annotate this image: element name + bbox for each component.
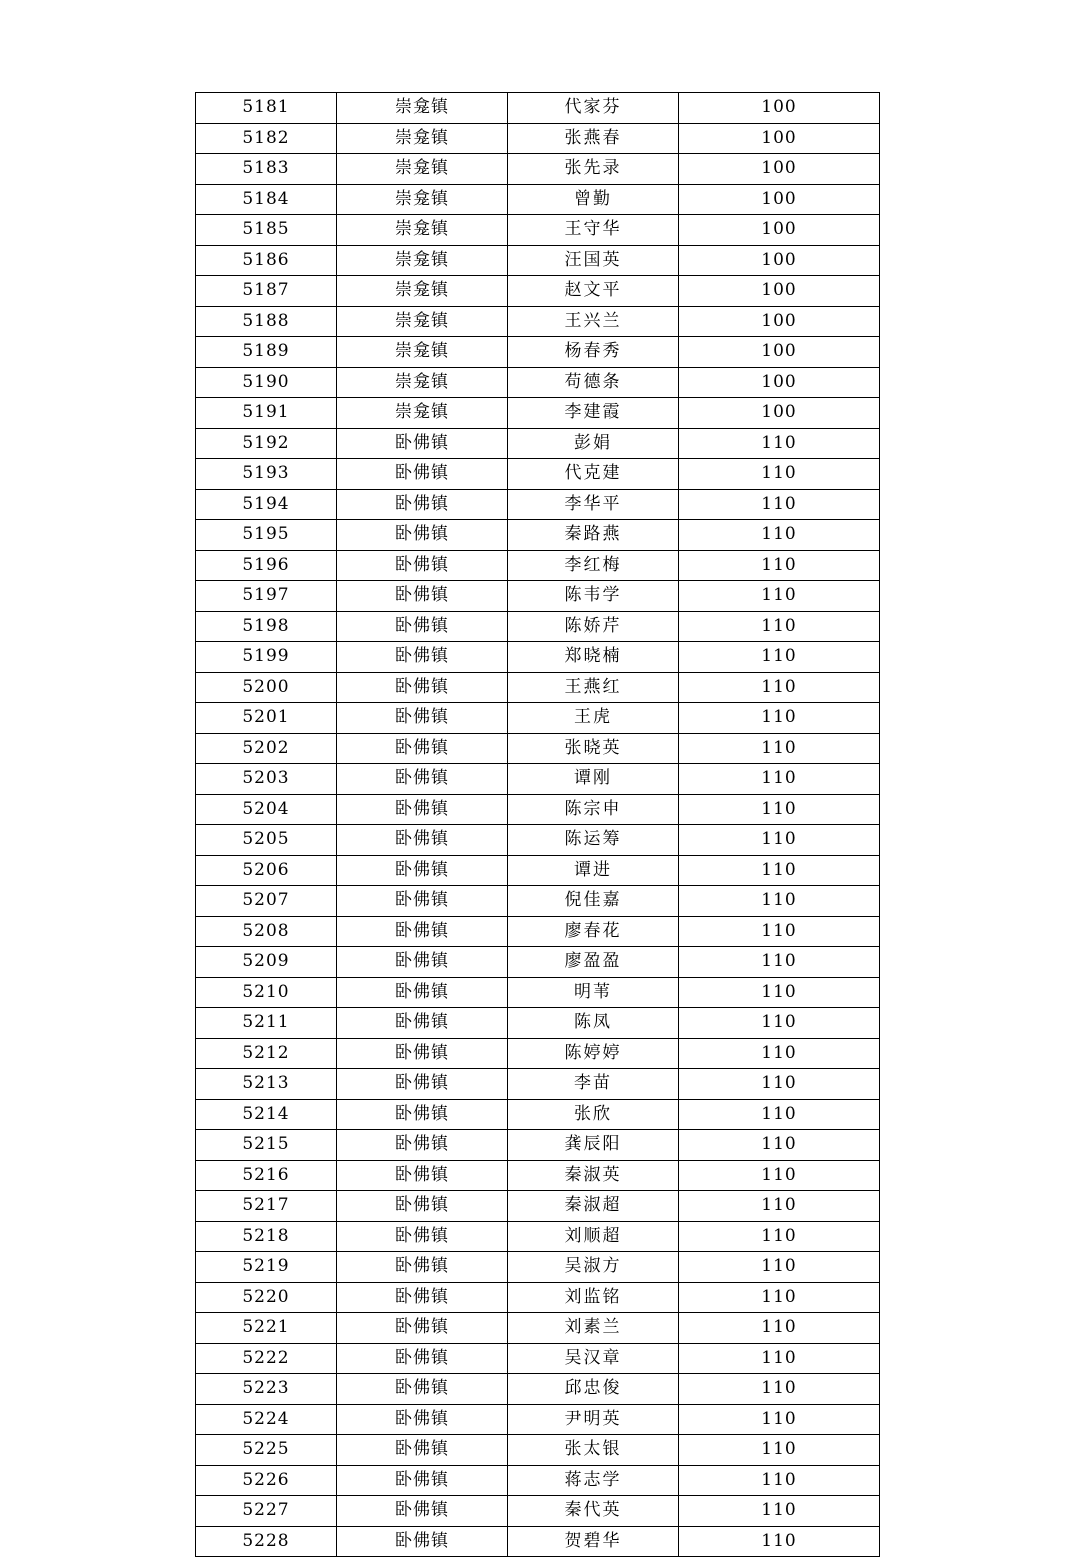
table-row bbox=[196, 459, 880, 490]
cell-town: 卧佛镇 bbox=[337, 1374, 508, 1405]
cell-name: 李建霞 bbox=[508, 398, 679, 429]
cell-name: 杨春秀 bbox=[508, 337, 679, 368]
cell-name: 陈凤 bbox=[508, 1008, 679, 1039]
cell-amount: 110 bbox=[679, 886, 880, 917]
cell-id: 5209 bbox=[196, 947, 337, 978]
cell-name: 刘监铭 bbox=[508, 1282, 679, 1313]
cell-town: 卧佛镇 bbox=[337, 1069, 508, 1100]
table-row bbox=[196, 93, 880, 124]
cell-name: 陈娇芹 bbox=[508, 611, 679, 642]
cell-amount: 110 bbox=[679, 764, 880, 795]
cell-name: 张太银 bbox=[508, 1435, 679, 1466]
cell-town: 卧佛镇 bbox=[337, 611, 508, 642]
cell-id: 5224 bbox=[196, 1404, 337, 1435]
cell-amount: 110 bbox=[679, 1343, 880, 1374]
cell-town: 崇龛镇 bbox=[337, 337, 508, 368]
table-row bbox=[196, 642, 880, 673]
cell-amount: 110 bbox=[679, 1069, 880, 1100]
cell-amount: 110 bbox=[679, 489, 880, 520]
cell-id: 5228 bbox=[196, 1526, 337, 1557]
cell-name: 陈宗申 bbox=[508, 794, 679, 825]
cell-amount: 110 bbox=[679, 1526, 880, 1557]
cell-town: 崇龛镇 bbox=[337, 276, 508, 307]
cell-town: 卧佛镇 bbox=[337, 459, 508, 490]
cell-name: 王守华 bbox=[508, 215, 679, 246]
cell-name: 赵文平 bbox=[508, 276, 679, 307]
cell-amount: 110 bbox=[679, 642, 880, 673]
table-row bbox=[196, 1282, 880, 1313]
cell-name: 谭刚 bbox=[508, 764, 679, 795]
cell-id: 5217 bbox=[196, 1191, 337, 1222]
cell-amount: 110 bbox=[679, 794, 880, 825]
cell-town: 卧佛镇 bbox=[337, 733, 508, 764]
cell-id: 5191 bbox=[196, 398, 337, 429]
cell-id: 5225 bbox=[196, 1435, 337, 1466]
table-row bbox=[196, 215, 880, 246]
cell-amount: 110 bbox=[679, 1160, 880, 1191]
cell-amount: 110 bbox=[679, 977, 880, 1008]
cell-town: 卧佛镇 bbox=[337, 1191, 508, 1222]
cell-town: 卧佛镇 bbox=[337, 1099, 508, 1130]
cell-town: 卧佛镇 bbox=[337, 1221, 508, 1252]
cell-town: 卧佛镇 bbox=[337, 581, 508, 612]
cell-amount: 110 bbox=[679, 825, 880, 856]
cell-id: 5184 bbox=[196, 184, 337, 215]
cell-id: 5193 bbox=[196, 459, 337, 490]
roster-table bbox=[195, 92, 880, 1557]
table-row bbox=[196, 154, 880, 185]
cell-id: 5222 bbox=[196, 1343, 337, 1374]
cell-town: 崇龛镇 bbox=[337, 215, 508, 246]
table-row bbox=[196, 1404, 880, 1435]
cell-name: 尹明英 bbox=[508, 1404, 679, 1435]
cell-name: 代克建 bbox=[508, 459, 679, 490]
cell-name: 刘素兰 bbox=[508, 1313, 679, 1344]
cell-id: 5200 bbox=[196, 672, 337, 703]
table-row bbox=[196, 1130, 880, 1161]
table-row bbox=[196, 428, 880, 459]
cell-id: 5197 bbox=[196, 581, 337, 612]
cell-town: 崇龛镇 bbox=[337, 154, 508, 185]
cell-name: 秦路燕 bbox=[508, 520, 679, 551]
cell-town: 卧佛镇 bbox=[337, 1526, 508, 1557]
cell-amount: 100 bbox=[679, 245, 880, 276]
roster-table-body bbox=[196, 93, 880, 1557]
cell-town: 卧佛镇 bbox=[337, 947, 508, 978]
cell-name: 秦淑英 bbox=[508, 1160, 679, 1191]
cell-name: 倪佳嘉 bbox=[508, 886, 679, 917]
cell-town: 崇龛镇 bbox=[337, 123, 508, 154]
table-row bbox=[196, 703, 880, 734]
cell-name: 彭娟 bbox=[508, 428, 679, 459]
cell-town: 卧佛镇 bbox=[337, 1435, 508, 1466]
cell-name: 秦淑超 bbox=[508, 1191, 679, 1222]
cell-name: 苟德条 bbox=[508, 367, 679, 398]
table-row bbox=[196, 947, 880, 978]
cell-amount: 110 bbox=[679, 916, 880, 947]
cell-id: 5183 bbox=[196, 154, 337, 185]
cell-town: 卧佛镇 bbox=[337, 916, 508, 947]
table-row bbox=[196, 245, 880, 276]
cell-id: 5208 bbox=[196, 916, 337, 947]
cell-id: 5221 bbox=[196, 1313, 337, 1344]
cell-name: 龚辰阳 bbox=[508, 1130, 679, 1161]
cell-town: 卧佛镇 bbox=[337, 977, 508, 1008]
cell-id: 5219 bbox=[196, 1252, 337, 1283]
table-row bbox=[196, 1069, 880, 1100]
cell-name: 代家芬 bbox=[508, 93, 679, 124]
table-row bbox=[196, 1313, 880, 1344]
cell-amount: 110 bbox=[679, 1191, 880, 1222]
cell-town: 卧佛镇 bbox=[337, 764, 508, 795]
cell-id: 5201 bbox=[196, 703, 337, 734]
cell-amount: 100 bbox=[679, 215, 880, 246]
cell-amount: 100 bbox=[679, 276, 880, 307]
cell-name: 李苗 bbox=[508, 1069, 679, 1100]
table-row bbox=[196, 886, 880, 917]
cell-town: 卧佛镇 bbox=[337, 1404, 508, 1435]
cell-amount: 110 bbox=[679, 855, 880, 886]
cell-id: 5187 bbox=[196, 276, 337, 307]
cell-town: 卧佛镇 bbox=[337, 428, 508, 459]
cell-town: 卧佛镇 bbox=[337, 550, 508, 581]
table-row bbox=[196, 489, 880, 520]
cell-id: 5198 bbox=[196, 611, 337, 642]
table-row bbox=[196, 1343, 880, 1374]
cell-name: 张欣 bbox=[508, 1099, 679, 1130]
cell-amount: 110 bbox=[679, 1038, 880, 1069]
cell-name: 李华平 bbox=[508, 489, 679, 520]
cell-name: 王燕红 bbox=[508, 672, 679, 703]
table-row bbox=[196, 733, 880, 764]
cell-id: 5206 bbox=[196, 855, 337, 886]
cell-town: 卧佛镇 bbox=[337, 1282, 508, 1313]
cell-amount: 110 bbox=[679, 1404, 880, 1435]
cell-id: 5207 bbox=[196, 886, 337, 917]
cell-town: 卧佛镇 bbox=[337, 1313, 508, 1344]
table-row bbox=[196, 1008, 880, 1039]
cell-id: 5196 bbox=[196, 550, 337, 581]
cell-id: 5216 bbox=[196, 1160, 337, 1191]
table-row bbox=[196, 520, 880, 551]
cell-amount: 100 bbox=[679, 154, 880, 185]
cell-name: 王兴兰 bbox=[508, 306, 679, 337]
cell-id: 5199 bbox=[196, 642, 337, 673]
cell-town: 崇龛镇 bbox=[337, 367, 508, 398]
table-row bbox=[196, 581, 880, 612]
cell-name: 邱忠俊 bbox=[508, 1374, 679, 1405]
cell-id: 5182 bbox=[196, 123, 337, 154]
cell-town: 卧佛镇 bbox=[337, 855, 508, 886]
table-row bbox=[196, 276, 880, 307]
cell-name: 郑晓楠 bbox=[508, 642, 679, 673]
cell-id: 5202 bbox=[196, 733, 337, 764]
cell-amount: 110 bbox=[679, 703, 880, 734]
cell-amount: 100 bbox=[679, 306, 880, 337]
table-row bbox=[196, 855, 880, 886]
cell-town: 卧佛镇 bbox=[337, 1343, 508, 1374]
cell-amount: 110 bbox=[679, 550, 880, 581]
table-row bbox=[196, 1191, 880, 1222]
table-row bbox=[196, 1526, 880, 1557]
cell-town: 卧佛镇 bbox=[337, 672, 508, 703]
table-row bbox=[196, 1160, 880, 1191]
cell-amount: 100 bbox=[679, 337, 880, 368]
table-row bbox=[196, 1496, 880, 1527]
cell-name: 王虎 bbox=[508, 703, 679, 734]
cell-amount: 110 bbox=[679, 459, 880, 490]
cell-amount: 110 bbox=[679, 1282, 880, 1313]
cell-town: 崇龛镇 bbox=[337, 184, 508, 215]
cell-id: 5227 bbox=[196, 1496, 337, 1527]
cell-town: 卧佛镇 bbox=[337, 703, 508, 734]
cell-id: 5204 bbox=[196, 794, 337, 825]
cell-name: 陈韦学 bbox=[508, 581, 679, 612]
cell-name: 吴汉章 bbox=[508, 1343, 679, 1374]
table-row bbox=[196, 611, 880, 642]
cell-name: 蒋志学 bbox=[508, 1465, 679, 1496]
cell-name: 张晓英 bbox=[508, 733, 679, 764]
cell-town: 卧佛镇 bbox=[337, 1130, 508, 1161]
cell-id: 5195 bbox=[196, 520, 337, 551]
cell-amount: 110 bbox=[679, 428, 880, 459]
table-row bbox=[196, 367, 880, 398]
table-row bbox=[196, 184, 880, 215]
table-row bbox=[196, 1252, 880, 1283]
cell-name: 汪国英 bbox=[508, 245, 679, 276]
cell-town: 卧佛镇 bbox=[337, 489, 508, 520]
table-row bbox=[196, 672, 880, 703]
table-row bbox=[196, 1435, 880, 1466]
cell-town: 卧佛镇 bbox=[337, 1496, 508, 1527]
cell-name: 刘顺超 bbox=[508, 1221, 679, 1252]
cell-town: 卧佛镇 bbox=[337, 794, 508, 825]
cell-amount: 100 bbox=[679, 184, 880, 215]
cell-id: 5192 bbox=[196, 428, 337, 459]
cell-id: 5194 bbox=[196, 489, 337, 520]
cell-amount: 110 bbox=[679, 1313, 880, 1344]
cell-id: 5181 bbox=[196, 93, 337, 124]
cell-amount: 110 bbox=[679, 1130, 880, 1161]
cell-id: 5211 bbox=[196, 1008, 337, 1039]
cell-town: 卧佛镇 bbox=[337, 886, 508, 917]
cell-id: 5215 bbox=[196, 1130, 337, 1161]
cell-id: 5205 bbox=[196, 825, 337, 856]
cell-amount: 110 bbox=[679, 1374, 880, 1405]
table-row bbox=[196, 794, 880, 825]
cell-town: 崇龛镇 bbox=[337, 245, 508, 276]
cell-amount: 110 bbox=[679, 672, 880, 703]
cell-name: 廖春花 bbox=[508, 916, 679, 947]
cell-amount: 100 bbox=[679, 398, 880, 429]
cell-amount: 110 bbox=[679, 1465, 880, 1496]
cell-id: 5190 bbox=[196, 367, 337, 398]
cell-amount: 100 bbox=[679, 367, 880, 398]
cell-name: 吴淑方 bbox=[508, 1252, 679, 1283]
cell-id: 5189 bbox=[196, 337, 337, 368]
cell-id: 5212 bbox=[196, 1038, 337, 1069]
table-row bbox=[196, 550, 880, 581]
cell-id: 5223 bbox=[196, 1374, 337, 1405]
cell-town: 卧佛镇 bbox=[337, 825, 508, 856]
cell-id: 5186 bbox=[196, 245, 337, 276]
cell-town: 崇龛镇 bbox=[337, 398, 508, 429]
cell-town: 卧佛镇 bbox=[337, 642, 508, 673]
cell-amount: 110 bbox=[679, 611, 880, 642]
cell-id: 5210 bbox=[196, 977, 337, 1008]
table-row bbox=[196, 398, 880, 429]
cell-id: 5213 bbox=[196, 1069, 337, 1100]
cell-name: 秦代英 bbox=[508, 1496, 679, 1527]
cell-town: 卧佛镇 bbox=[337, 1038, 508, 1069]
cell-amount: 110 bbox=[679, 733, 880, 764]
cell-amount: 110 bbox=[679, 520, 880, 551]
cell-town: 崇龛镇 bbox=[337, 306, 508, 337]
cell-amount: 110 bbox=[679, 947, 880, 978]
cell-name: 贺碧华 bbox=[508, 1526, 679, 1557]
table-row bbox=[196, 1038, 880, 1069]
cell-amount: 110 bbox=[679, 1496, 880, 1527]
table-row bbox=[196, 123, 880, 154]
cell-name: 张先录 bbox=[508, 154, 679, 185]
cell-name: 明苇 bbox=[508, 977, 679, 1008]
cell-amount: 100 bbox=[679, 123, 880, 154]
table-row bbox=[196, 306, 880, 337]
table-row bbox=[196, 825, 880, 856]
cell-amount: 110 bbox=[679, 1099, 880, 1130]
cell-town: 卧佛镇 bbox=[337, 520, 508, 551]
cell-id: 5203 bbox=[196, 764, 337, 795]
cell-amount: 110 bbox=[679, 1435, 880, 1466]
table-row bbox=[196, 337, 880, 368]
cell-id: 5185 bbox=[196, 215, 337, 246]
cell-town: 卧佛镇 bbox=[337, 1252, 508, 1283]
cell-name: 张燕春 bbox=[508, 123, 679, 154]
table-row bbox=[196, 1099, 880, 1130]
cell-name: 曾勤 bbox=[508, 184, 679, 215]
cell-amount: 110 bbox=[679, 1221, 880, 1252]
cell-name: 陈婷婷 bbox=[508, 1038, 679, 1069]
table-row bbox=[196, 764, 880, 795]
cell-amount: 100 bbox=[679, 93, 880, 124]
table-row bbox=[196, 977, 880, 1008]
cell-town: 崇龛镇 bbox=[337, 93, 508, 124]
cell-town: 卧佛镇 bbox=[337, 1160, 508, 1191]
cell-name: 廖盈盈 bbox=[508, 947, 679, 978]
cell-amount: 110 bbox=[679, 1008, 880, 1039]
cell-id: 5226 bbox=[196, 1465, 337, 1496]
table-row bbox=[196, 1374, 880, 1405]
cell-id: 5214 bbox=[196, 1099, 337, 1130]
table-row bbox=[196, 1221, 880, 1252]
cell-amount: 110 bbox=[679, 1252, 880, 1283]
cell-name: 李红梅 bbox=[508, 550, 679, 581]
cell-name: 陈运筹 bbox=[508, 825, 679, 856]
cell-town: 卧佛镇 bbox=[337, 1008, 508, 1039]
cell-id: 5220 bbox=[196, 1282, 337, 1313]
cell-amount: 110 bbox=[679, 581, 880, 612]
cell-town: 卧佛镇 bbox=[337, 1465, 508, 1496]
table-row bbox=[196, 1465, 880, 1496]
cell-id: 5218 bbox=[196, 1221, 337, 1252]
cell-name: 谭进 bbox=[508, 855, 679, 886]
cell-id: 5188 bbox=[196, 306, 337, 337]
table-row bbox=[196, 916, 880, 947]
